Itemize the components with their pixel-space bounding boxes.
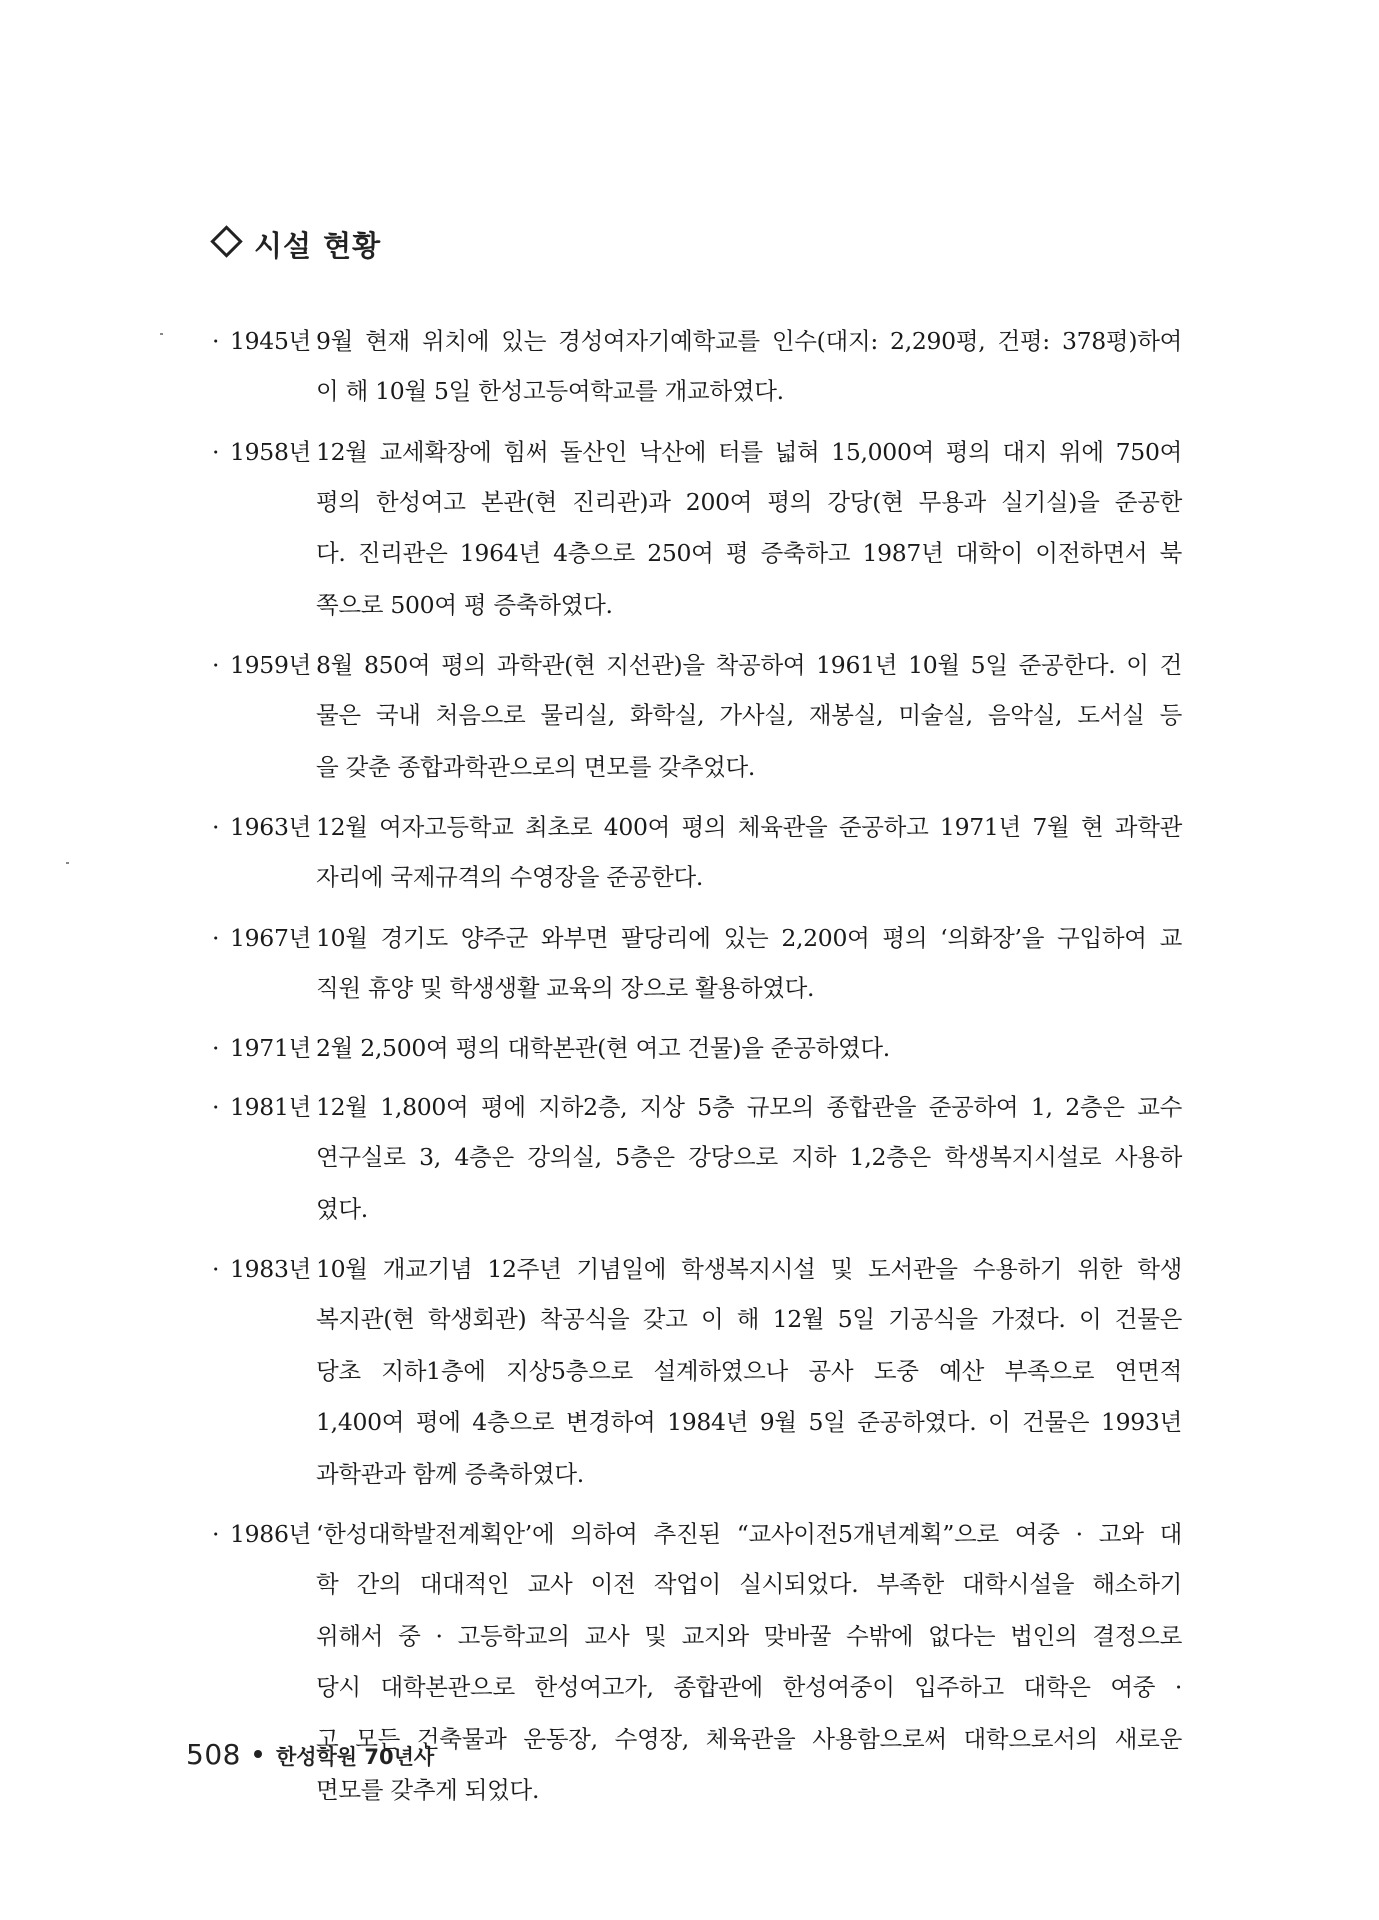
history-entry-continuation <box>316 366 1182 418</box>
history-entry-continuation <box>316 477 1182 632</box>
history-entry-text-line: 12월 여자고등학교 최초로 400여 평의 체육관을 준공하고 1971년 7월 현 과학관 <box>316 813 1182 841</box>
list-bullet-icon: · <box>212 437 220 466</box>
history-entry-text-line: 학 간의 대대적인 교사 이전 작업이 실시되었다. 부족한 대학시설을 해소하기 <box>316 1570 1182 1598</box>
history-entry-head <box>212 640 1182 690</box>
history-entry-text-line: 자리에 국제규격의 수영장을 준공한다. <box>316 863 704 891</box>
list-bullet-icon: · <box>212 1255 220 1283</box>
history-entry-year: 1983년 <box>230 1255 312 1283</box>
history-entry <box>212 802 1182 904</box>
list-bullet-icon: · <box>212 1520 220 1548</box>
list-bullet-icon: · <box>212 813 220 841</box>
history-entry <box>212 1244 1182 1500</box>
list-bullet-icon: · <box>212 1093 220 1121</box>
history-entry-text-line: 평의 한성여고 본관(현 진리관)과 200여 평의 강당(현 무용과 실기실)을 준공한 <box>316 487 1182 516</box>
history-entry-text-line: 쪽으로 500여 평 증축하였다. <box>316 590 613 619</box>
history-entry-year: 1986년 <box>230 1520 312 1548</box>
history-entry-year: 1958년 <box>230 437 312 466</box>
section-title <box>212 224 381 265</box>
diamond-bullet-icon <box>210 225 243 258</box>
history-entry-text-line: 복지관(현 학생회관) 착공식을 갖고 이 해 12월 5일 기공식을 가졌다. 이 건물은 <box>316 1305 1182 1333</box>
history-entry-text-line: 1,400여 평에 4층으로 변경하여 1984년 9월 5일 준공하였다. 이 건물은 1993년 <box>316 1408 1182 1436</box>
history-entry-year: 1981년 <box>230 1093 312 1121</box>
history-entry-head <box>212 913 1182 963</box>
history-entry-text-line: 9월 현재 위치에 있는 경성여자기예학교를 인수(대지: 2,290평, 건평: 378평)하여 <box>316 327 1182 355</box>
history-entry-head <box>212 427 1182 477</box>
section-title-text: 시설 현황 <box>254 229 382 263</box>
history-entry-text-line: 12월 1,800여 평에 지하2층, 지상 5층 규모의 종합관을 준공하여 1, 2층은 교수 <box>316 1093 1182 1121</box>
list-bullet-icon: · <box>212 651 220 679</box>
history-entry-text-line: 위해서 중 · 고등학교의 교사 및 교지와 맞바꿀 수밖에 없다는 법인의 결정으로 <box>316 1621 1182 1650</box>
history-entry-text-line: 다. 진리관은 1964년 4층으로 250여 평 증축하고 1987년 대학이 이전하면서 북 <box>316 539 1182 567</box>
history-entry-text-line: 을 갖춘 종합과학관으로의 면모를 갖추었다. <box>316 752 756 781</box>
history-entry-head <box>212 316 1182 366</box>
history-entry-text-line: 10월 개교기념 12주년 기념일에 학생복지시설 및 도서관을 수용하기 위한 학생 <box>316 1255 1182 1283</box>
history-entry-text-line: 이 해 10월 5일 한성고등여학교를 개교하였다. <box>316 377 784 405</box>
history-entry-continuation <box>316 852 1182 904</box>
history-entry-text-line: 물은 국내 처음으로 물리실, 화학실, 가사실, 재봉실, 미술실, 음악실, 도서실 등 <box>316 701 1182 729</box>
history-entry-year: 1959년 <box>230 651 312 679</box>
history-entry <box>212 913 1182 1015</box>
history-entry-text-line: 8월 850여 평의 과학관(현 지선관)을 착공하여 1961년 10월 5일 준공한다. 이 건 <box>316 651 1182 679</box>
list-bullet-icon: · <box>212 923 220 952</box>
history-entry-text-line: 10월 경기도 양주군 와부면 팔당리에 있는 2,200여 평의 ‘의화장’을 구입하여 교 <box>316 923 1182 952</box>
book-title: 한성학원 70년사 <box>275 1745 435 1769</box>
history-entry-continuation <box>316 963 1182 1015</box>
margin-mark <box>160 333 163 335</box>
history-entry-continuation <box>316 1132 1182 1235</box>
history-entry-text-line: ‘한성대학발전계획안’에 의하여 추진된 “교사이전5개년계획”으로 여중 · 고와 대 <box>316 1520 1182 1548</box>
list-bullet-icon: · <box>212 1034 220 1062</box>
history-entry-text-line: 면모를 갖추게 되었다. <box>316 1776 540 1804</box>
history-entry-head <box>212 802 1182 852</box>
history-entry-year: 1945년 <box>230 327 312 355</box>
page-number: 508 <box>186 1738 241 1771</box>
history-entry <box>212 427 1182 632</box>
history-entry-text-line: 당시 대학본관으로 한성여고가, 종합관에 한성여중이 입주하고 대학은 여중 · <box>316 1673 1182 1701</box>
history-entry-text-line: 당초 지하1층에 지상5층으로 설계하였으나 공사 도중 예산 부족으로 연면적 <box>316 1356 1182 1385</box>
history-entry-text-line: 직원 휴양 및 학생생활 교육의 장으로 활용하였다. <box>316 973 815 1002</box>
history-entry-head <box>212 1023 1182 1073</box>
history-entry-text-line: 2월 2,500여 평의 대학본관(현 여고 건물)을 준공하였다. <box>316 1034 890 1062</box>
history-entry <box>212 1023 1182 1073</box>
history-entry-text-line: 과학관과 함께 증축하였다. <box>316 1459 584 1488</box>
history-entry-text-line: 고 모든 건축물과 운동장, 수영장, 체육관을 사용함으로써 대학으로서의 새로운 <box>316 1724 1182 1753</box>
history-entry-continuation <box>316 690 1182 793</box>
page-footer <box>186 1738 434 1771</box>
history-entry-continuation <box>316 1294 1182 1500</box>
footer-dot-icon <box>254 1750 262 1758</box>
history-entry-continuation <box>316 1559 1182 1817</box>
history-entry <box>212 1082 1182 1235</box>
history-entry <box>212 640 1182 793</box>
history-entry-year: 1963년 <box>230 813 312 841</box>
history-entry-head <box>212 1082 1182 1132</box>
history-entry-head <box>212 1509 1182 1559</box>
history-entry-year: 1971년 <box>230 1034 312 1062</box>
history-entry-text-line: 연구실로 3, 4층은 강의실, 5층은 강당으로 지하 1,2층은 학생복지시설로 사용하 <box>316 1143 1182 1171</box>
history-entry <box>212 316 1182 418</box>
history-entry-year: 1967년 <box>230 923 312 952</box>
list-bullet-icon: · <box>212 327 220 355</box>
history-entry-head <box>212 1244 1182 1294</box>
facility-history-list <box>212 316 1182 1826</box>
history-entry-text-line: 12월 교세확장에 힘써 돌산인 낙산에 터를 넓혀 15,000여 평의 대지 위에 750여 <box>316 437 1182 466</box>
margin-mark <box>66 862 69 864</box>
history-entry-text-line: 였다. <box>316 1194 368 1223</box>
